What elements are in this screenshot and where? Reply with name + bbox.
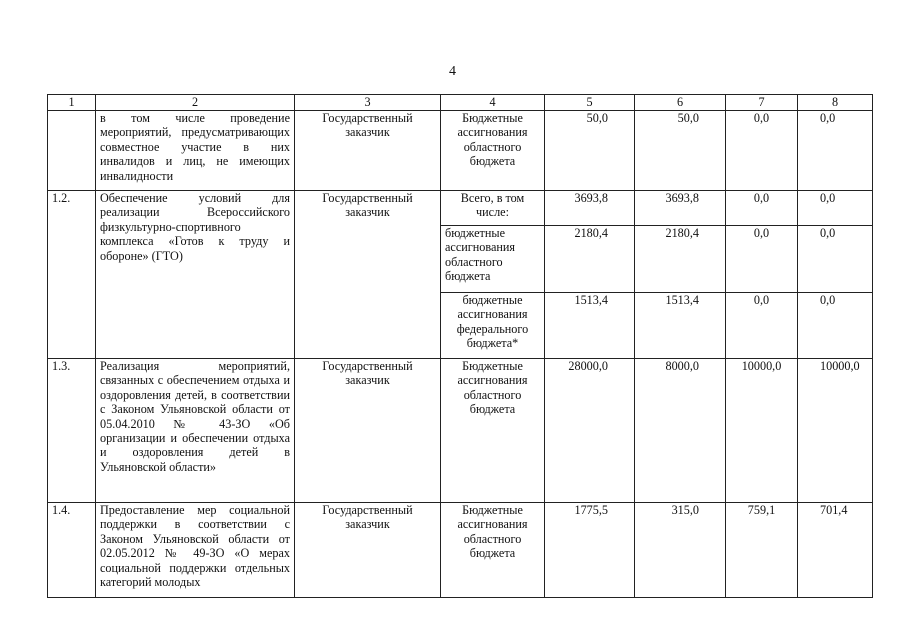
value-col8: 701,4 [798, 503, 873, 598]
header-cell: 8 [798, 95, 873, 111]
table-row [48, 111, 873, 191]
value-col8: 0,0 [798, 191, 873, 226]
value-col7: 759,1 [726, 503, 798, 598]
value-col5: 3693,8 [545, 191, 635, 226]
funding-source: Бюджетные ассигнования областного бюджета [441, 111, 545, 191]
value-col5: 50,0 [545, 111, 635, 191]
item-number: 1.2. [48, 191, 96, 359]
header-row [48, 95, 873, 111]
customer-cell: Государственный заказчик [295, 503, 441, 598]
funding-source: Бюджетные ассигнования областного бюджета [441, 359, 545, 503]
table-row [48, 191, 873, 226]
funding-source: Всего, в том числе: [441, 191, 545, 226]
value-col7: 10000,0 [726, 359, 798, 503]
value-col5: 28000,0 [545, 359, 635, 503]
item-number: 1.4. [48, 503, 96, 598]
value-col7: 0,0 [726, 111, 798, 191]
funding-source: Бюджетные ассигнования областного бюджета [441, 503, 545, 598]
page-number: 4 [449, 64, 456, 79]
customer-cell: Государственный заказчик [295, 111, 441, 191]
value-col5: 1775,5 [545, 503, 635, 598]
header-cell: 1 [48, 95, 96, 111]
header-cell: 4 [441, 95, 545, 111]
value-col6: 2180,4 [635, 226, 726, 293]
value-col7: 0,0 [726, 226, 798, 293]
table-row [48, 359, 873, 503]
value-col5: 1513,4 [545, 293, 635, 359]
item-number: 1.3. [48, 359, 96, 503]
value-col8: 0,0 [798, 226, 873, 293]
header-cell: 7 [726, 95, 798, 111]
value-col6: 3693,8 [635, 191, 726, 226]
value-col8: 0,0 [798, 293, 873, 359]
item-description: в том числе проведение мероприятий, предусматривающих совместное участие в них инвалидов и лиц, не имеющих инвалидности [96, 111, 295, 191]
value-col8: 0,0 [798, 111, 873, 191]
customer-cell: Государственный заказчик [295, 191, 441, 359]
table-row [48, 503, 873, 598]
value-col5: 2180,4 [545, 226, 635, 293]
value-col6: 50,0 [635, 111, 726, 191]
budget-table [47, 94, 873, 598]
value-col6: 1513,4 [635, 293, 726, 359]
item-description: Реализация мероприятий, связанных с обеспечением отдыха и оздоровления детей, в соответствии с Законом Ульяновской области от 05.04.2010 № 43-ЗО «Об организации и обеспечении отдыха и оздоровления детей в Ульяновской области» [96, 359, 295, 503]
header-cell: 3 [295, 95, 441, 111]
value-col6: 8000,0 [635, 359, 726, 503]
item-number [48, 111, 96, 191]
item-description: Обеспечение условий для реализации Всероссийского физкультурно-спортивного комплекса «Готов к труду и обороне» (ГТО) [96, 191, 295, 359]
value-col8: 10000,0 [798, 359, 873, 503]
item-description: Предоставление мер социальной поддержки в соответствии с Законом Ульяновской области от 02.05.2012 № 49-ЗО «О мерах социальной поддержки отдельных категорий молодых [96, 503, 295, 598]
customer-cell: Государственный заказчик [295, 359, 441, 503]
value-col6: 315,0 [635, 503, 726, 598]
header-cell: 2 [96, 95, 295, 111]
funding-source: бюджетные ассигнования федерального бюджета* [441, 293, 545, 359]
value-col7: 0,0 [726, 191, 798, 226]
value-col7: 0,0 [726, 293, 798, 359]
funding-source: бюджетные ассигнования областного бюджета [441, 226, 545, 293]
header-cell: 5 [545, 95, 635, 111]
header-cell: 6 [635, 95, 726, 111]
